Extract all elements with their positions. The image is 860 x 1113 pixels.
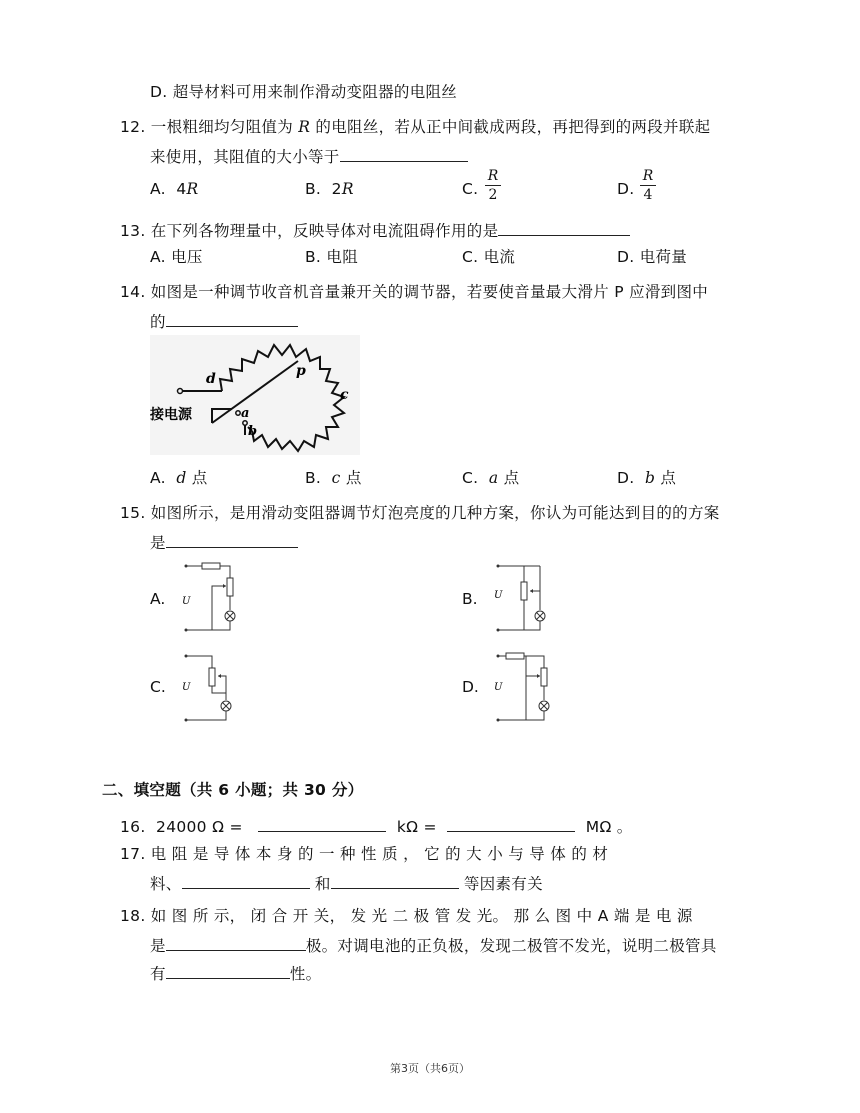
q16-value: 24000 Ω = bbox=[156, 818, 243, 836]
q14-label-d: d bbox=[206, 371, 216, 387]
q16-line bbox=[120, 815, 633, 837]
q14-option-d bbox=[617, 468, 676, 488]
q17-blank-1[interactable] bbox=[182, 872, 310, 889]
q12-option-a-value: 4 bbox=[176, 180, 187, 198]
q15-line2 bbox=[150, 531, 298, 553]
section-2-title: 二、填空题（共 6 小题；共 30 分） bbox=[102, 781, 364, 799]
q14-option-b-var: c bbox=[331, 469, 341, 487]
q13-answer-blank[interactable] bbox=[498, 219, 630, 236]
q14-label-p: p bbox=[296, 363, 306, 379]
q14-option-a-point: 点 bbox=[186, 469, 208, 487]
q13-option-b: B. 电阻 bbox=[305, 248, 358, 266]
q14-option-d-var: b bbox=[644, 469, 656, 487]
q14-option-a-label: A. bbox=[150, 469, 166, 487]
q12-var-r: R bbox=[298, 118, 311, 136]
q14-option-b-label: B. bbox=[305, 469, 322, 487]
q12-option-a-label: A. bbox=[150, 180, 166, 198]
q17-text-c: 等因素有关 bbox=[458, 875, 543, 893]
q15-d-u-label: U bbox=[494, 682, 503, 693]
q15-c-u-label: U bbox=[182, 682, 191, 693]
q18-blank-1[interactable] bbox=[166, 934, 306, 951]
q12-option-b-var: R bbox=[341, 180, 354, 198]
q18-text-b: 极。对调电池的正负极，发现二极管不发光，说明二极管具 bbox=[305, 937, 717, 955]
q14-option-b bbox=[305, 468, 362, 488]
q12-number: 12. bbox=[120, 118, 146, 136]
q18-line1: 18. 如 图 所 示， 闭 合 开 关， 发 光 二 极 管 发 光。 那 么 图 中 A 端 是 电 源 bbox=[120, 907, 693, 925]
q12-option-a-var: R bbox=[186, 180, 199, 198]
q14-option-a-var: d bbox=[176, 469, 187, 487]
q14-option-c-var: a bbox=[488, 469, 499, 487]
q13-option-a: A. 电压 bbox=[150, 248, 203, 266]
q17-text-b: 和 bbox=[309, 875, 331, 893]
q12-option-d-label: D. bbox=[617, 180, 635, 198]
q12-option-b bbox=[305, 179, 354, 199]
q14-option-c bbox=[462, 468, 519, 488]
q13-text: 13. 在下列各物理量中，反映导体对电流阻碍作用的是 bbox=[120, 222, 499, 240]
q17-blank-2[interactable] bbox=[331, 872, 459, 889]
q14-option-d-label: D. bbox=[617, 469, 635, 487]
q12-text-b: 的电阻丝，若从正中间截成两段，再把得到的两段并联起 bbox=[310, 118, 711, 136]
q14-label-b: b bbox=[248, 424, 258, 439]
q16-unit-mohm: MΩ 。 bbox=[585, 818, 633, 836]
q18-line2 bbox=[150, 934, 717, 956]
q14-line2 bbox=[150, 310, 298, 332]
q15-option-a-label: A. bbox=[150, 590, 166, 608]
q15-answer-blank[interactable] bbox=[166, 531, 298, 548]
q12-line1 bbox=[120, 117, 710, 137]
q14-label-power: 接电源 bbox=[150, 407, 192, 423]
q14-option-c-point: 点 bbox=[498, 469, 520, 487]
q12-frac-c-numerator: R bbox=[485, 167, 501, 186]
q17-line1: 17. 电 阻 是 导 体 本 身 的 一 种 性 质 ， 它 的 大 小 与 导 体 的 材 bbox=[120, 845, 609, 863]
q14-text-2: 的 bbox=[150, 313, 166, 331]
q14-label-c: c bbox=[340, 387, 349, 403]
q18-blank-2[interactable] bbox=[166, 962, 290, 979]
q16-blank-mohm[interactable] bbox=[447, 815, 575, 832]
q18-text-c: 有 bbox=[150, 965, 166, 983]
q14-line1: 14. 如图是一种调节收音机音量兼开关的调节器，若要使音量最大滑片 P 应滑到图中 bbox=[120, 283, 709, 301]
q17-line2 bbox=[150, 872, 543, 894]
q14-regulator-figure bbox=[150, 335, 360, 455]
q12-frac-c-denominator: 2 bbox=[488, 187, 498, 203]
q16-number: 16. bbox=[120, 818, 146, 836]
q14-option-d-point: 点 bbox=[655, 469, 677, 487]
q12-option-b-label: B. bbox=[305, 180, 322, 198]
q15-line1: 15. 如图所示，是用滑动变阻器调节灯泡亮度的几种方案，你认为可能达到目的的方案 bbox=[120, 504, 720, 522]
q12-text-2: 来使用，其阻值的大小等于 bbox=[150, 148, 340, 166]
q17-text-a: 料、 bbox=[150, 875, 182, 893]
q15-circuit-d bbox=[492, 648, 562, 728]
q15-circuit-a bbox=[180, 558, 250, 638]
q15-b-u-label: U bbox=[494, 590, 503, 601]
q11-option-d: D. 超导材料可用来制作滑动变阻器的电阻丝 bbox=[150, 83, 458, 101]
q18-text-a: 是 bbox=[150, 937, 166, 955]
q12-frac-d-numerator: R bbox=[640, 167, 656, 186]
page-footer: 第3页（共6页） bbox=[390, 1062, 470, 1075]
q13-stem bbox=[120, 219, 630, 241]
q13-option-c: C. 电流 bbox=[462, 248, 516, 266]
q12-option-a bbox=[150, 179, 198, 199]
q16-blank-kohm[interactable] bbox=[258, 815, 386, 832]
q15-option-d-label: D. bbox=[462, 678, 479, 696]
q18-text-d: 性。 bbox=[289, 965, 322, 983]
q12-frac-d-denominator: 4 bbox=[643, 187, 653, 203]
q15-circuit-c bbox=[180, 648, 250, 728]
q15-text-2: 是 bbox=[150, 534, 166, 552]
q16-unit-kohm: kΩ = bbox=[396, 818, 437, 836]
q15-a-u-label: U bbox=[182, 596, 191, 607]
q12-answer-blank[interactable] bbox=[340, 145, 468, 162]
q14-option-b-point: 点 bbox=[340, 469, 362, 487]
q15-circuit-b bbox=[492, 558, 562, 638]
q14-option-c-label: C. bbox=[462, 469, 479, 487]
q12-line2 bbox=[150, 145, 468, 167]
q12-option-c-label: C. bbox=[462, 180, 479, 198]
q18-line3 bbox=[150, 962, 321, 984]
q12-text-a: 一根粗细均匀阻值为 bbox=[145, 118, 299, 136]
q12-option-c-fraction bbox=[485, 167, 501, 204]
q13-option-d: D. 电荷量 bbox=[617, 248, 688, 266]
q15-option-c-label: C. bbox=[150, 678, 166, 696]
q14-label-a: a bbox=[241, 406, 250, 421]
q14-option-a bbox=[150, 468, 208, 488]
q12-option-d-fraction bbox=[640, 167, 656, 204]
q12-option-b-value: 2 bbox=[331, 180, 342, 198]
q14-answer-blank[interactable] bbox=[166, 310, 298, 327]
q15-option-b-label: B. bbox=[462, 590, 478, 608]
